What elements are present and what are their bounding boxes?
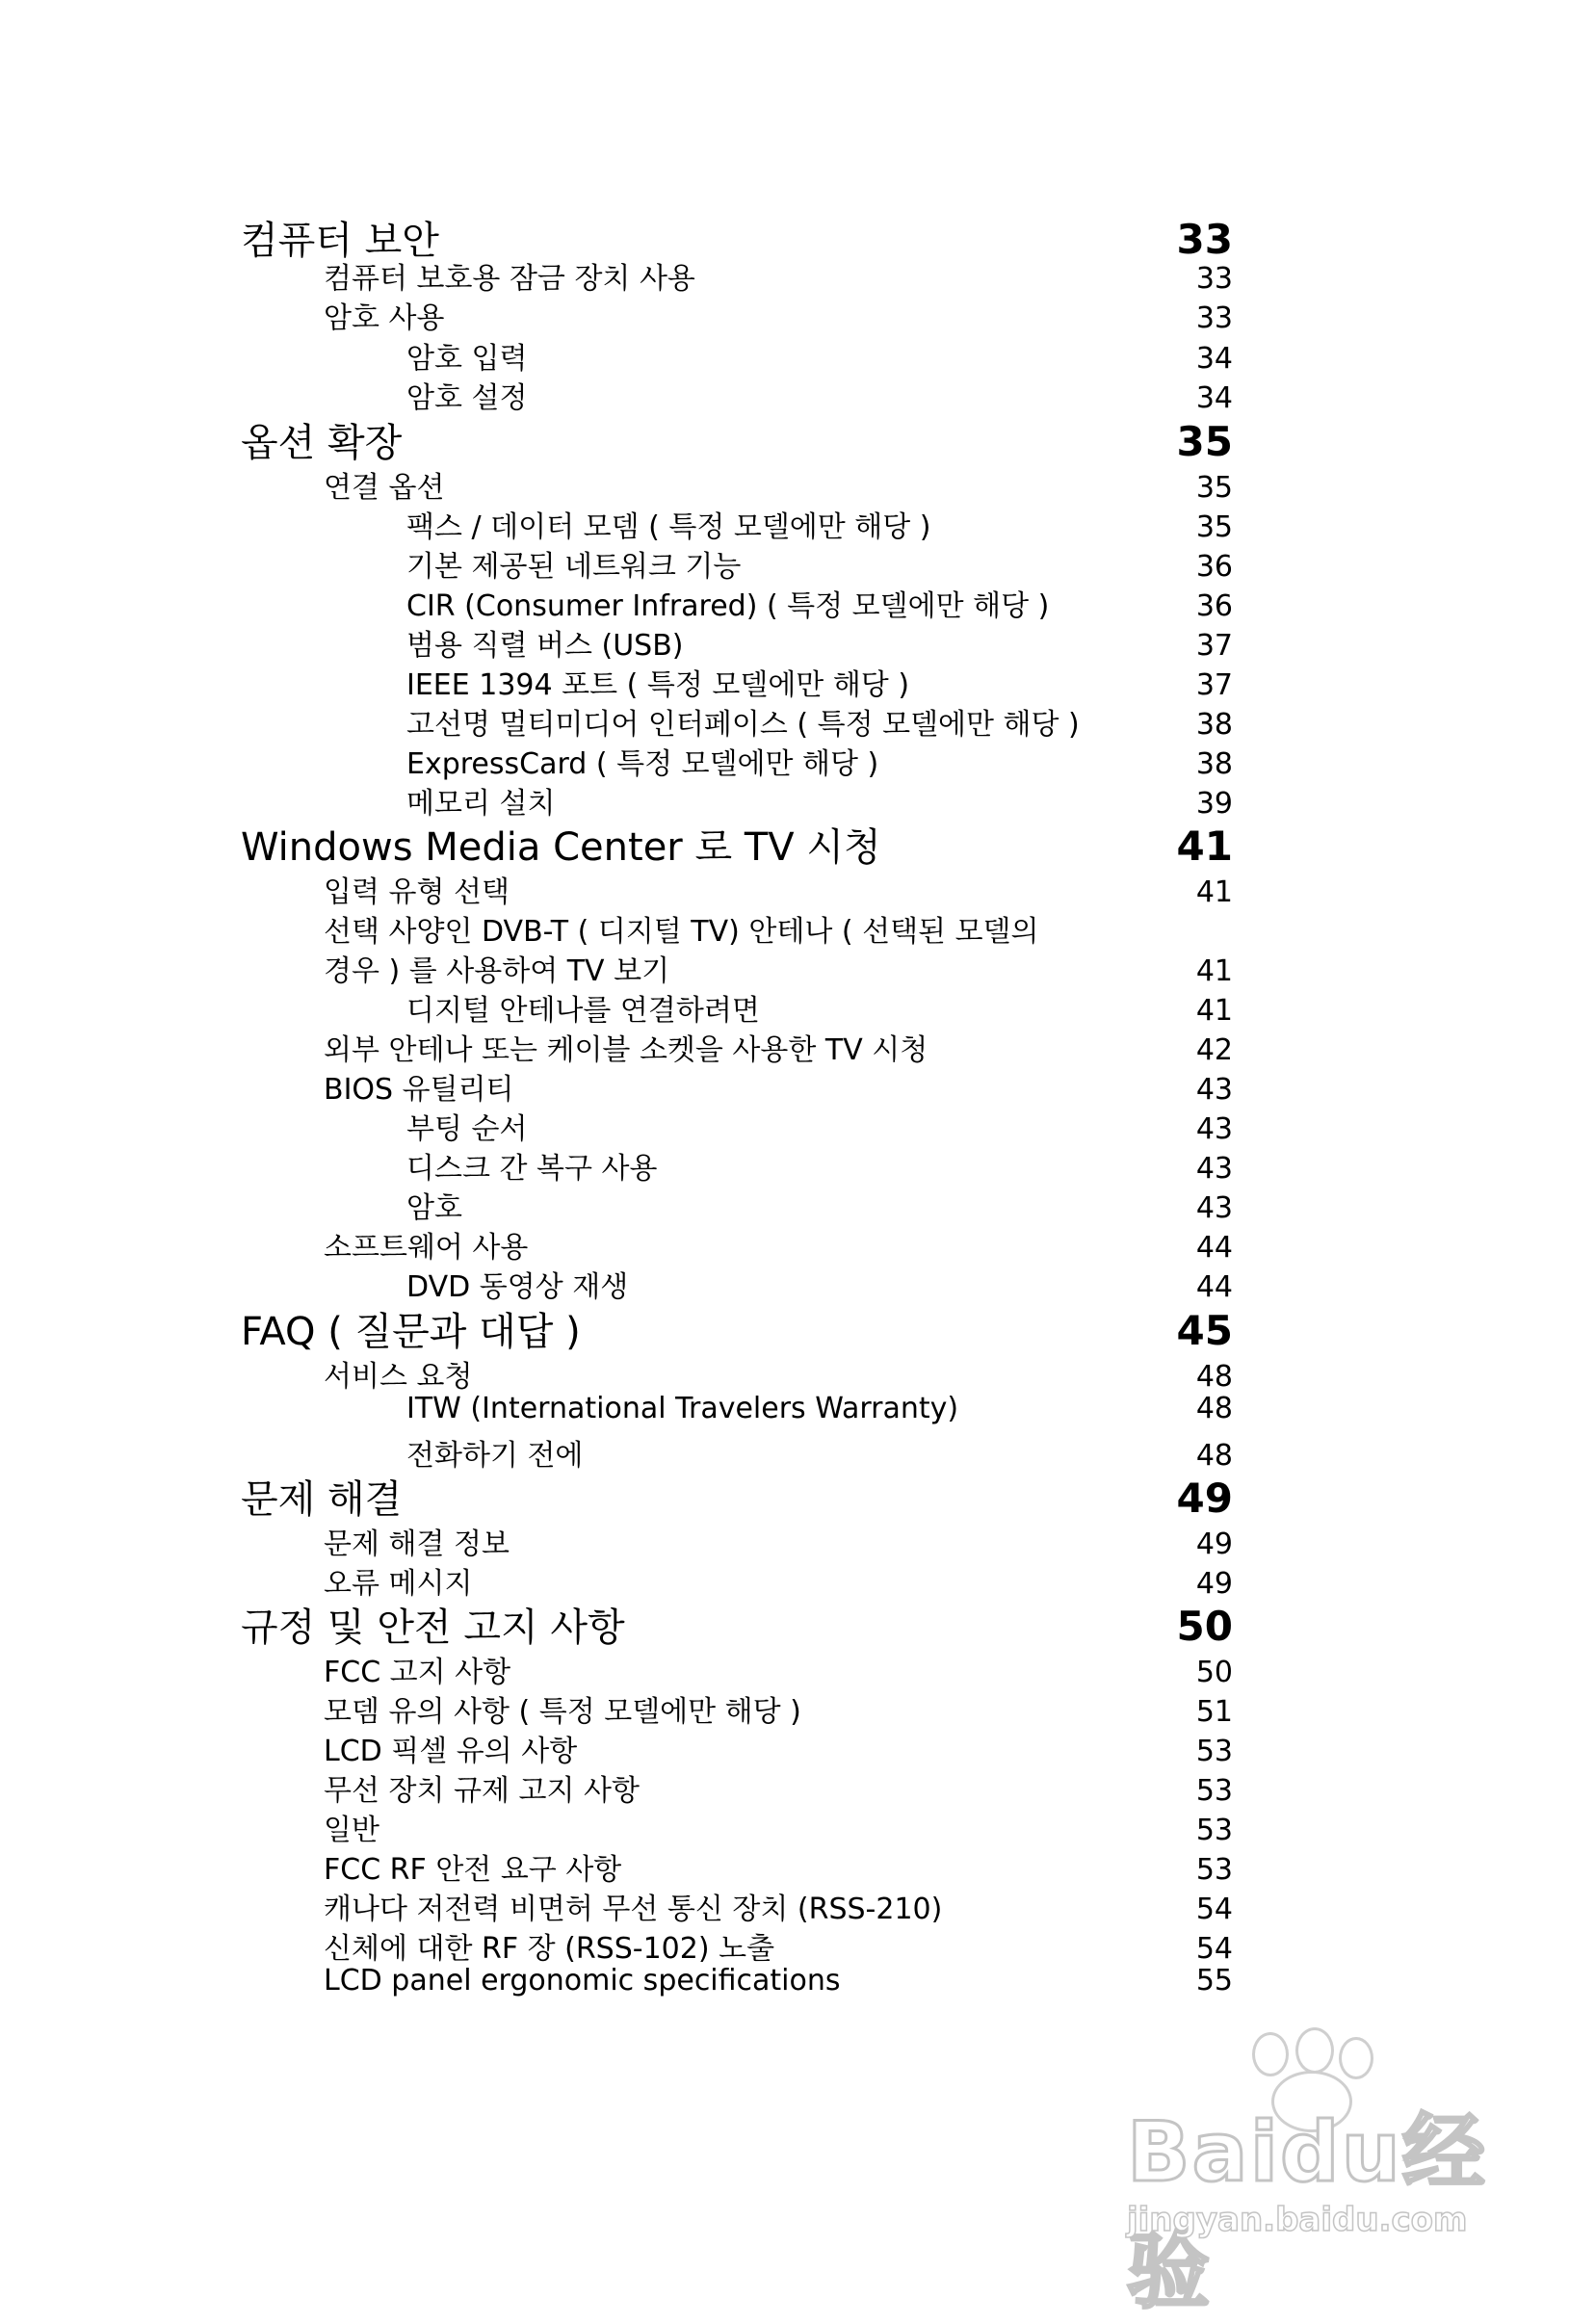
toc-subsection[interactable] [241,374,1233,416]
toc-section[interactable] [241,1648,1233,1690]
toc-section[interactable] [241,868,1233,910]
toc-entry-title: 기본 제공된 네트워크 기능 [406,550,742,584]
toc-page-number: 53 [1195,1853,1233,1887]
toc-entry-title: FAQ ( 질문과 대답 ) [241,1310,581,1354]
toc-subsection[interactable] [241,621,1233,664]
toc-entry-title: 옵션 확장 [241,421,403,465]
toc-page-number: 50 [1195,1656,1233,1689]
toc-subsection[interactable] [241,503,1233,545]
toc-page-number: 39 [1195,787,1233,821]
toc-entry-title: 디스크 간 복구 사용 [406,1152,658,1186]
toc-entry-title: 컴퓨터 보호용 잠금 장치 사용 [324,262,695,296]
toc-page-number: 41 [1195,875,1233,909]
toc-subsection[interactable] [241,1105,1233,1147]
toc-section[interactable] [241,1806,1233,1848]
toc-entry-title: DVD 동영상 재생 [406,1270,629,1304]
toc-section[interactable] [241,1964,1233,1998]
toc-section[interactable] [241,1924,1233,1967]
toc-page-number: 43 [1195,1191,1233,1225]
toc-entry-title: FCC RF 안전 요구 사항 [324,1853,622,1887]
toc-entry-title: 문제 해결 정보 [324,1528,510,1561]
toc-entry-title: 소프트웨어 사용 [324,1231,529,1265]
toc-page-number: 41 [1195,954,1233,988]
toc-section[interactable] [241,1520,1233,1562]
toc-subsection[interactable] [241,1392,1233,1425]
toc-subsection[interactable] [241,661,1233,703]
toc-subsection[interactable] [241,700,1233,743]
toc-section[interactable] [241,254,1233,297]
toc-section[interactable] [241,1559,1233,1602]
toc-page-number: 41 [1176,823,1233,870]
toc-subsection[interactable] [241,779,1233,822]
toc-subsection[interactable] [241,986,1233,1029]
toc-page-number: 33 [1176,216,1233,263]
toc-entry-title: ITW (International Travelers Warranty) [406,1392,959,1425]
toc-page-number: 55 [1195,1964,1233,1998]
toc-subsection[interactable] [241,1431,1233,1474]
toc-section[interactable] [241,1352,1233,1395]
toc-chapter[interactable] [241,817,1233,872]
toc-entry-title: 선택 사양인 DVB-T ( 디지털 TV) 안테나 ( 선택된 모델의 [324,915,1039,949]
watermark-logo: Baidu经验 [1127,2104,1487,2320]
toc-entry-title: 무선 장치 규제 고지 사항 [324,1774,640,1808]
toc-page-number: 34 [1195,381,1233,415]
toc-entry-title: 암호 설정 [406,381,528,415]
toc-page-number: 35 [1176,418,1233,465]
toc-section[interactable] [241,294,1233,336]
toc-chapter[interactable] [241,1597,1233,1652]
toc-page-number: 36 [1195,589,1233,623]
toc-chapter[interactable] [241,1469,1233,1524]
toc-page-number: 33 [1195,301,1233,335]
toc-entry-title: 고선명 멀티미디어 인터페이스 ( 특정 모델에만 해당 ) [406,708,1080,742]
toc-page-number: 53 [1195,1814,1233,1847]
toc-entry-title: 문제 해결 [241,1477,403,1522]
toc-entry-title: 오류 메시지 [324,1567,473,1601]
toc-page-number: 42 [1195,1033,1233,1067]
toc-subsection[interactable] [241,740,1233,782]
toc-page-number: 53 [1195,1774,1233,1808]
toc-entry-title: 메모리 설치 [406,787,556,821]
toc-entry-title: 규정 및 안전 고지 사항 [241,1606,625,1650]
toc-entry-title: CIR (Consumer Infrared) ( 특정 모델에만 해당 ) [406,589,1050,623]
toc-entry-title: FCC 고지 사항 [324,1656,511,1689]
toc-section[interactable] [241,1885,1233,1927]
toc-entry-title: 팩스 / 데이터 모뎀 ( 특정 모델에만 해당 ) [406,510,931,544]
toc-chapter[interactable] [241,1301,1233,1356]
toc-entry-title: 캐나다 저전력 비면허 무선 통신 장치 (RSS-210) [324,1893,943,1926]
toc-section[interactable] [241,1026,1233,1068]
toc-subsection[interactable] [241,542,1233,585]
toc-page-number: 44 [1195,1231,1233,1265]
toc-page-number: 54 [1195,1893,1233,1926]
toc-entry-title: 연결 옵션 [324,471,445,505]
toc-entry-title: LCD panel ergonomic specifications [324,1964,841,1998]
toc-section[interactable] [241,1687,1233,1730]
paw-toe-icon [1339,2037,1373,2079]
toc-entry-title: 암호 사용 [324,301,445,335]
toc-entry-title: 입력 유형 선택 [324,875,510,909]
toc-entry-title: 부팅 순서 [406,1112,528,1146]
toc-entry-title: 일반 [324,1814,379,1847]
paw-toe-icon [1295,2027,1334,2074]
toc-page-number: 36 [1195,550,1233,584]
watermark-url: jingyan.baidu.com [1127,2201,1468,2239]
toc-page-number: 49 [1195,1528,1233,1561]
toc-page-number: 49 [1195,1567,1233,1601]
toc-entry-title: IEEE 1394 포트 ( 특정 모델에만 해당 ) [406,668,910,702]
toc-entry-title: ExpressCard ( 특정 모델에만 해당 ) [406,747,879,781]
toc-entry-title: 서비스 요청 [324,1360,473,1394]
toc-subsection[interactable] [241,1263,1233,1305]
toc-page-number: 37 [1195,668,1233,702]
toc-entry-title: 신체에 대한 RF 장 (RSS-102) 노출 [324,1932,775,1966]
toc-subsection[interactable] [241,334,1233,377]
toc-entry-title: LCD 픽셀 유의 사항 [324,1735,578,1768]
toc-subsection[interactable] [241,1184,1233,1226]
toc-entry-title: BIOS 유틸리티 [324,1073,514,1107]
toc-page-number: 34 [1195,342,1233,376]
toc-page-number: 38 [1195,747,1233,781]
toc-section[interactable] [241,1223,1233,1266]
toc-page-number: 48 [1195,1360,1233,1394]
toc-section[interactable] [241,1727,1233,1769]
toc-page-number: 43 [1195,1112,1233,1146]
toc-section[interactable] [241,463,1233,506]
toc-page-number: 43 [1195,1073,1233,1107]
toc-section[interactable] [241,1766,1233,1809]
toc-page-number: 53 [1195,1735,1233,1768]
toc-page-number: 35 [1195,471,1233,505]
toc-page-number: 51 [1195,1695,1233,1729]
toc-page-number: 35 [1195,510,1233,544]
toc-entry-title: 전화하기 전에 [406,1439,584,1473]
toc-page-number: 33 [1195,262,1233,296]
toc-subsection[interactable] [241,582,1233,624]
toc-section[interactable] [241,947,1233,989]
toc-entry-title: 컴퓨터 보안 [241,219,439,263]
toc-section[interactable] [241,1065,1233,1108]
toc-page-number: 38 [1195,708,1233,742]
toc-page-number: 49 [1176,1475,1233,1522]
toc-subsection[interactable] [241,1144,1233,1187]
toc-page-number: 48 [1195,1439,1233,1473]
toc-page-number: 50 [1176,1603,1233,1650]
toc-entry-title: 디지털 안테나를 연결하려면 [406,994,760,1028]
toc-page-number: 43 [1195,1152,1233,1186]
toc-entry-title: 범용 직렬 버스 (USB) [406,629,684,663]
toc-section[interactable] [241,907,1233,950]
toc-entry-title: 암호 입력 [406,342,528,376]
toc-chapter[interactable] [241,412,1233,467]
toc-entry-title: 암호 [406,1191,462,1225]
baidu-jingyan-watermark [1108,2032,1493,2320]
toc-entry-title: Windows Media Center 로 TV 시청 [241,825,881,870]
toc-page-number: 45 [1176,1307,1233,1354]
toc-entry-title: 모뎀 유의 사항 ( 특정 모델에만 해당 ) [324,1695,801,1729]
toc-section[interactable] [241,1845,1233,1888]
toc-page-number: 41 [1195,994,1233,1028]
toc-entry-title: 외부 안테나 또는 케이블 소켓을 사용한 TV 시청 [324,1033,928,1067]
toc-page-number: 48 [1195,1392,1233,1425]
paw-icon [1252,2032,1289,2076]
toc-entry-title: 경우 ) 를 사용하여 TV 보기 [324,954,670,988]
toc-page-number: 54 [1195,1932,1233,1966]
toc-page-number: 44 [1195,1270,1233,1304]
toc-page-number: 37 [1195,629,1233,663]
